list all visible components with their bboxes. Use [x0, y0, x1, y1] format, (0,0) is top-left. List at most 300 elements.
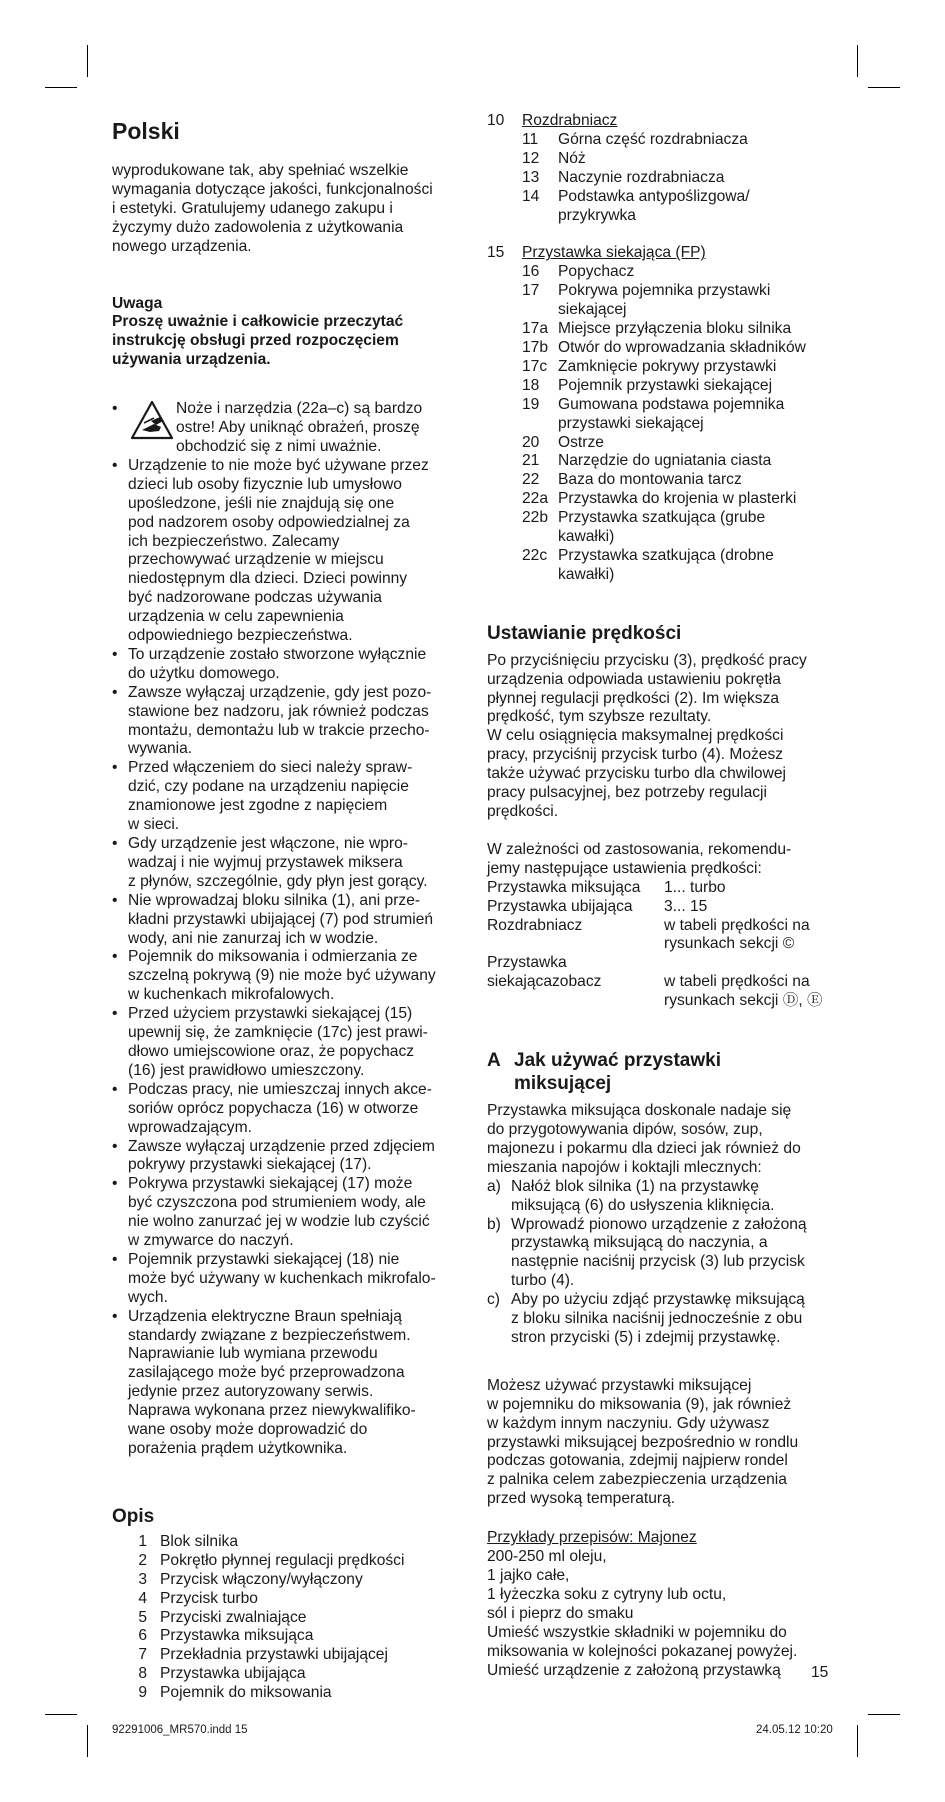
item-label: Przyciski zwalniające	[160, 1608, 307, 1626]
item-number: 19	[522, 395, 540, 413]
text-line: dzieci lub osoby fizycznie lub umysłowo	[128, 475, 402, 493]
section-a-steps	[487, 1178, 855, 1348]
text-line: wane osoby może doprowadzić do	[128, 1421, 368, 1439]
crop-mark-top-left-h	[45, 87, 77, 88]
item-number: 1	[138, 1532, 147, 1550]
text-line: Nałóż blok silnika (1) na przystawkę	[511, 1177, 759, 1195]
warning-heading: Uwaga	[112, 294, 163, 312]
bullet-item	[112, 1138, 457, 1176]
section-a-paragraph-2	[487, 1377, 855, 1509]
sublist-item	[487, 320, 855, 339]
item-number: 17b	[522, 338, 549, 356]
item-label: Przystawka ubijająca	[160, 1665, 306, 1683]
text-line: przed wysoką temperaturą.	[487, 1490, 676, 1508]
text-line: Naprawa wykonana przez niewykwalifiko-	[128, 1402, 416, 1420]
text-line: kładni przystawki ubijającej (7) pod strumień	[128, 910, 434, 928]
text-line: upośledzone, jeśli nie znajdują się one	[128, 494, 395, 512]
text-line: siekającej	[558, 301, 627, 319]
opis-item	[112, 1609, 457, 1628]
text-line: niedostępnym dla dzieci. Dzieci powinny	[128, 570, 408, 588]
text-line: 1 jajko całe,	[487, 1567, 570, 1584]
section-a-heading	[487, 1049, 855, 1095]
bullet-symbol: •	[112, 759, 118, 777]
text-line: z płynów, szczególnie, gdy płyn jest gorący.	[128, 872, 428, 890]
sublist-item	[487, 169, 855, 188]
step-text	[511, 1216, 855, 1292]
text-line: jemy następujące ustawienia prędkości:	[487, 859, 762, 877]
text-line: Pokrywa przystawki siekającej (17) może	[128, 1175, 413, 1193]
text-line: pracy, przyciśnij przycisk turbo (4). Możesz	[487, 746, 784, 764]
bullet-text	[128, 948, 457, 1005]
item-title: Rozdrabniacz	[522, 112, 618, 129]
step-letter: a)	[487, 1177, 501, 1195]
text-line: w sieci.	[128, 816, 180, 834]
item-label	[558, 339, 855, 358]
text-line: 200-250 ml oleju,	[487, 1548, 607, 1566]
text-line: Przystawka miksująca	[487, 878, 641, 896]
text-line: Miejsce przyłączenia bloku silnika	[558, 320, 792, 338]
text-line: pod nadzorem osoby odpowiedzialnej za	[128, 513, 410, 531]
text-line: Przed użyciem przystawki siekającej (15)	[128, 1005, 413, 1023]
text-line: Zawsze wyłączaj urządzenie przed zdjęciem	[128, 1137, 435, 1155]
footer-date: 24.05.12 10:20	[756, 1724, 833, 1736]
bullet-symbol: •	[112, 1307, 118, 1325]
text-line: Umieść urządzenie z założoną przystawką	[487, 1661, 781, 1679]
text-line: 1... turbo	[664, 878, 726, 896]
crop-mark-top-right-v	[857, 45, 858, 77]
text-line: Podstawka antypoślizgowa/	[558, 187, 750, 205]
text-line: Naprawianie lub wymiana przewodu	[128, 1345, 378, 1363]
opis-item	[112, 1627, 457, 1646]
item-number: 4	[138, 1589, 147, 1607]
item-label	[558, 434, 855, 453]
text-line: turbo (4).	[511, 1272, 575, 1290]
item-number: 12	[522, 149, 540, 167]
warning-text	[112, 313, 457, 370]
step-letter: c)	[487, 1291, 500, 1309]
bullet-item	[112, 1251, 457, 1308]
item-number: 14	[522, 187, 540, 205]
item-number: 22c	[522, 546, 548, 564]
crop-mark-bottom-left-h	[45, 1714, 77, 1715]
text-line: wywania.	[128, 740, 193, 758]
item-label	[558, 452, 855, 471]
page-number: 15	[811, 1664, 829, 1681]
section-title	[514, 1049, 721, 1095]
item-number: 8	[138, 1665, 147, 1683]
item-label	[558, 377, 855, 396]
bullet-text	[128, 892, 457, 949]
opis-item	[112, 1552, 457, 1571]
crop-mark-top-right-h	[868, 87, 900, 88]
text-line: Pojemnik do miksowania i odmierzania ze	[128, 948, 418, 966]
page-title: Polski	[112, 118, 180, 144]
crop-mark-top-left-v	[87, 45, 88, 77]
warning-bullet-text	[128, 400, 457, 457]
item-number: 3	[138, 1570, 147, 1588]
step-item	[487, 1216, 855, 1292]
text-line: Zamknięcie pokrywy przystawki	[558, 357, 777, 375]
bullet-item	[112, 835, 457, 892]
bullet-item	[112, 457, 457, 646]
text-line: jedynie przez autoryzowany serwis.	[128, 1383, 374, 1401]
item-label	[558, 471, 855, 490]
sublist-item	[487, 282, 855, 320]
bullet-text	[128, 1175, 457, 1251]
text-line: standardy związane z bezpieczeństwem.	[128, 1326, 411, 1344]
text-line: Urządzenia elektryczne Braun spełniają	[128, 1307, 402, 1325]
text-line: wych.	[128, 1288, 168, 1306]
sublist-item	[487, 377, 855, 396]
text-line: może być używany w kuchenkach mikrofalo-	[128, 1269, 436, 1287]
text-line: Narzędzie do ugniatania ciasta	[558, 452, 772, 470]
item-number: 2	[138, 1551, 147, 1569]
sublist-item	[487, 434, 855, 453]
text-line: przykrywka	[558, 206, 636, 224]
text-line: w każdym innym naczyniu. Gdy używasz	[487, 1414, 770, 1432]
intro-line: życzymy dużo zadowolenia z użytkowania	[112, 218, 404, 236]
intro-line: wyprodukowane tak, aby spełniać wszelkie	[112, 162, 409, 179]
text-line: w pojemniku do miksowania (9), jak również	[487, 1395, 792, 1413]
text-line: wadzaj i nie wyjmuj przystawek miksera	[128, 853, 403, 871]
text-line: 3... 15	[664, 897, 708, 915]
text-line: wody, ani nie zanurzaj ich w wodzie.	[128, 929, 379, 947]
text-line: Możesz używać przystawki miksującej	[487, 1376, 752, 1394]
text-line: W zależności od zastosowania, rekomendu-	[487, 840, 792, 858]
text-line: płynnej regulacji prędkości (2). Im większa	[487, 689, 780, 707]
safety-bullet-list	[112, 457, 457, 1459]
item-number: 16	[522, 263, 540, 281]
text-line: ich bezpieczeństwo. Zalecamy	[128, 532, 340, 550]
text-line: przystawki siekającej	[558, 414, 704, 432]
text-line: Zawsze wyłączaj urządzenie, gdy jest pozo-	[128, 683, 432, 701]
right-column	[487, 112, 855, 1680]
item-label	[558, 396, 855, 434]
text-line: Otwór do wprowadzania składników	[558, 338, 806, 356]
bullet-symbol: •	[112, 1137, 118, 1155]
list-item-15	[487, 244, 855, 263]
item-number: 21	[522, 452, 540, 470]
section-a-paragraph-1	[487, 1102, 855, 1178]
bullet-symbol: •	[112, 1175, 118, 1193]
bullet-symbol: •	[112, 891, 118, 909]
text-line: Górna część rozdrabniacza	[558, 130, 748, 148]
item-label: Przycisk turbo	[160, 1589, 258, 1607]
step-letter: b)	[487, 1215, 501, 1233]
opis-item	[112, 1646, 457, 1665]
text-line: rysunkach sekcji Ⓓ, Ⓔ	[664, 992, 823, 1010]
item-label: Blok silnika	[160, 1532, 238, 1550]
text-line: siekającazobacz	[487, 973, 602, 991]
text-line: przechowywać urządzenie w miejscu	[128, 551, 384, 569]
item-number: 22a	[522, 490, 549, 508]
text-line: Pojemnik przystawki siekającej (18) nie	[128, 1250, 400, 1268]
opis-item	[112, 1590, 457, 1609]
text-line: odpowiedniego bezpieczeństwa.	[128, 627, 353, 645]
text-line: rysunkach sekcji ©	[664, 935, 795, 953]
item-label: Pojemnik do miksowania	[160, 1684, 332, 1702]
left-column	[112, 112, 457, 1703]
section-title-line: Jak używać przystawki	[514, 1050, 721, 1072]
text-line: Przystawka	[487, 954, 567, 972]
bullet-text	[128, 1005, 457, 1081]
text-line: majonezu i pokarmu dla dzieci jak również do	[487, 1139, 801, 1157]
recipe-title: Przykłady przepisów: Majonez	[487, 1529, 697, 1547]
text-line: prędkość, tym szybsze rezultaty.	[487, 708, 712, 726]
text-line: w kuchenkach mikrofalowych.	[128, 986, 335, 1004]
text-line: także używać przycisku turbo dla chwilowej	[487, 765, 786, 783]
text-line: Urządzenie to nie może być używane przez	[128, 456, 429, 474]
bullet-symbol: •	[112, 1250, 118, 1268]
text-line: do użytku domowego.	[128, 664, 280, 682]
item-label	[558, 169, 855, 188]
footer-file: 92291006_MR570.indd 15	[112, 1724, 248, 1736]
text-line: nie wolno zanurzać jej w wodzie lub czyścić	[128, 1213, 430, 1231]
bullet-symbol: •	[112, 400, 118, 418]
bullet-symbol: •	[112, 456, 118, 474]
item-number: 22b	[522, 509, 549, 527]
text-line: Przystawka miksująca doskonale nadaje się	[487, 1102, 792, 1120]
crop-mark-bottom-left-v	[87, 1725, 88, 1757]
text-line: prędkości.	[487, 803, 559, 820]
text-line: stron przyciski (5) i zdejmij przystawkę.	[511, 1328, 781, 1346]
speed-table-setting	[664, 879, 855, 898]
bullet-line: Noże i narzędzia (22a–c) są bardzo	[176, 400, 423, 418]
item-label	[558, 490, 855, 509]
text-line: Ostrze	[558, 433, 604, 451]
text-line: (16) jest prawidłowo umieszczony.	[128, 1061, 365, 1079]
opis-item	[112, 1665, 457, 1684]
cut-hazard-warning-icon	[130, 400, 174, 440]
bullet-item	[112, 1308, 457, 1459]
text-line: kawałki)	[558, 528, 615, 546]
text-line: szczelną pokrywą (9) nie może być używany	[128, 967, 436, 985]
text-line: Przystawka szatkująca (grube	[558, 509, 766, 527]
opis-heading: Opis	[112, 1505, 155, 1527]
text-line: Wprowadź pionowo urządzenie z założoną	[511, 1215, 807, 1233]
speed-table-setting	[664, 898, 855, 917]
sublist-item	[487, 396, 855, 434]
intro-line: i estetyki. Gratulujemy udanego zakupu i	[112, 199, 393, 217]
warning-line: używania urządzenia.	[112, 351, 271, 369]
text-line: zasilającego może być przeprowadzona	[128, 1364, 405, 1382]
text-line: Przystawka do krojenia w plasterki	[558, 490, 797, 508]
speed-table-setting	[664, 954, 855, 1011]
text-line: Nóż	[558, 149, 586, 167]
speed-table-attachment	[487, 879, 664, 898]
text-line: pracy pulsacyjnej, bez potrzeby regulacji	[487, 784, 767, 802]
item-number: 17c	[522, 357, 548, 375]
bullet-symbol: •	[112, 948, 118, 966]
step-text	[511, 1178, 855, 1216]
text-line: stawione bez nadzoru, jak również podczas	[128, 702, 429, 720]
item-number: 17a	[522, 320, 549, 338]
text-line: Umieść wszystkie składniki w pojemniku do	[487, 1623, 787, 1641]
text-line: znamionowe jest zgodne z napięciem	[128, 797, 388, 815]
item-number: 11	[522, 130, 539, 148]
speed-table-attachment	[487, 898, 664, 917]
speed-paragraph-2	[487, 841, 855, 879]
step-item	[487, 1178, 855, 1216]
item-label: Pokrętło płynnej regulacji prędkości	[160, 1551, 405, 1569]
item-label	[558, 547, 855, 585]
sublist-item	[487, 509, 855, 547]
bullet-text	[128, 646, 457, 684]
text-line: przystawki miksującej bezpośrednio w rondlu	[487, 1433, 799, 1451]
sublist-item	[487, 471, 855, 490]
bullet-symbol: •	[112, 683, 118, 701]
intro-line: nowego urządzenia.	[112, 237, 252, 255]
text-line: Naczynie rozdrabniacza	[558, 168, 725, 186]
bullet-symbol: •	[112, 835, 118, 852]
text-line: sól i pieprz do smaku	[487, 1604, 634, 1622]
text-line: do przygotowywania dipów, sosów, zup,	[487, 1120, 763, 1138]
bullet-text	[128, 835, 457, 892]
opis-item	[112, 1571, 457, 1590]
bullet-item	[112, 892, 457, 949]
bullet-text	[128, 1138, 457, 1176]
text-line: Aby po użyciu zdjąć przystawkę miksującą	[511, 1291, 805, 1309]
text-line: następnie naciśnij przycisk (3) lub przycisk	[511, 1253, 805, 1271]
text-line: Popychacz	[558, 263, 635, 281]
sublist-item	[487, 452, 855, 471]
item-label: Przycisk włączony/wyłączony	[160, 1570, 363, 1588]
item-number: 22	[522, 471, 540, 489]
text-line: kawałki)	[558, 565, 615, 583]
text-line: urządzenia w celu zapewnienia	[128, 608, 344, 626]
bullet-symbol: •	[112, 1005, 118, 1023]
bullet-text	[128, 1308, 457, 1459]
text-line: przystawką miksującą do naczynia, a	[511, 1234, 768, 1252]
text-line: W celu osiągnięcia maksymalnej prędkości	[487, 727, 784, 745]
opis-item	[112, 1684, 457, 1703]
text-line: Rozdrabniacz	[487, 916, 583, 934]
text-line: Przystawka ubijająca	[487, 897, 633, 915]
sublist-item	[487, 150, 855, 169]
text-line: pokrywy przystawki siekającej (17).	[128, 1156, 372, 1174]
bullet-item	[112, 948, 457, 1005]
item-title: Przystawka siekająca (FP)	[522, 244, 706, 262]
list-item-10	[487, 112, 855, 131]
text-line: w tabeli prędkości na	[664, 916, 810, 934]
speed-table-attachment	[487, 917, 664, 955]
text-line: Pojemnik przystawki siekającej	[558, 376, 773, 394]
speed-table-setting	[664, 917, 855, 955]
text-line: wprowadzającym.	[128, 1118, 252, 1136]
item-label	[558, 263, 855, 282]
item-number: 13	[522, 168, 540, 186]
opis-list	[112, 1533, 457, 1703]
sublist-item	[487, 131, 855, 150]
text-line: z palnika celem zabezpieczenia urządzenia	[487, 1471, 787, 1489]
bullet-item	[112, 1081, 457, 1138]
sublist-item	[487, 188, 855, 226]
bullet-line: obchodzić się z nimi uważnie.	[176, 437, 382, 455]
item-number: 6	[138, 1627, 147, 1645]
text-line	[664, 954, 855, 973]
item-number: 15	[487, 244, 505, 262]
item-label: Przystawka miksująca	[160, 1627, 314, 1645]
text-line: upewnij się, że zamknięcie (17c) jest prawi-	[128, 1024, 428, 1042]
sublist-item	[487, 263, 855, 282]
speed-table	[487, 879, 855, 1011]
bullet-symbol: •	[112, 1080, 118, 1098]
item-number: 17	[522, 282, 540, 300]
crop-mark-bottom-right-v	[857, 1725, 858, 1757]
text-line: soriów oprócz popychacza (16) w otworze	[128, 1099, 419, 1117]
item-number: 10	[487, 112, 505, 129]
text-line: Nie wprowadzaj bloku silnika (1), ani prze-	[128, 891, 421, 909]
warning-line: instrukcję obsługi przed rozpoczęciem	[112, 332, 399, 350]
item-label	[558, 509, 855, 547]
item-number: 20	[522, 433, 540, 451]
text-line: porażenia prądem użytkownika.	[128, 1440, 348, 1457]
step-text	[511, 1291, 855, 1348]
item-label: Przekładnia przystawki ubijającej	[160, 1646, 388, 1664]
text-line: być nadzorowane podczas używania	[128, 589, 382, 607]
text-line: montażu, demontażu lub w trakcie przecho-	[128, 721, 430, 739]
sublist-item	[487, 339, 855, 358]
item-label	[558, 320, 855, 339]
step-item	[487, 1291, 855, 1348]
text-line: z bloku silnika naciśnij jednocześnie z obu	[511, 1310, 803, 1328]
text-line: mieszania napojów i koktajli mlecznych:	[487, 1158, 762, 1176]
item-label	[558, 358, 855, 377]
item-number: 9	[138, 1684, 147, 1702]
item-label	[558, 282, 855, 320]
item-label	[558, 188, 855, 226]
sublist-10	[487, 131, 855, 226]
intro-paragraph	[112, 162, 457, 257]
text-line: Gdy urządzenie jest włączone, nie wpro-	[128, 835, 408, 852]
bullet-symbol: •	[112, 645, 118, 663]
text-line: być czyszczona pod strumieniem wody, ale	[128, 1194, 426, 1212]
bullet-text	[128, 1251, 457, 1308]
crop-mark-bottom-right-h	[868, 1714, 900, 1715]
bullet-text	[128, 1081, 457, 1138]
bullet-sharp-knives	[112, 400, 457, 457]
text-line: Pokrywa pojemnika przystawki	[558, 282, 771, 300]
text-line: miksującą (6) do usłyszenia kliknięcia.	[511, 1196, 775, 1214]
bullet-item	[112, 1175, 457, 1251]
text-line: Po przyciśnięciu przycisku (3), prędkość pracy	[487, 651, 807, 669]
text-line: podczas gotowania, zdejmij najpierw rondel	[487, 1452, 788, 1470]
text-line: urządzenia odpowiada ustawieniu pokrętła	[487, 670, 781, 688]
text-line: miksowania w kolejności pokazanej powyżej.	[487, 1642, 798, 1660]
item-number: 5	[138, 1608, 147, 1626]
text-line: Podczas pracy, nie umieszczaj innych akce-	[128, 1080, 432, 1098]
item-number: 18	[522, 376, 540, 394]
bullet-text	[128, 759, 457, 835]
sublist-item	[487, 490, 855, 509]
bullet-text	[128, 457, 457, 646]
text-line: dzić, czy podane na urządzeniu napięcie	[128, 778, 409, 796]
text-line: Baza do montowania tarcz	[558, 471, 742, 489]
sublist-item	[487, 358, 855, 377]
item-number: 7	[138, 1646, 147, 1664]
opis-item	[112, 1533, 457, 1552]
bullet-line: ostre! Aby uniknąć obrażeń, proszę	[176, 419, 420, 437]
text-line: w tabeli prędkości na	[664, 973, 810, 991]
speed-heading: Ustawianie prędkości	[487, 622, 682, 644]
sublist-15	[487, 263, 855, 584]
speed-paragraph-1	[487, 652, 855, 822]
text-line: Przystawka szatkująca (drobne	[558, 546, 774, 564]
text-line: Gumowana podstawa pojemnika	[558, 395, 785, 413]
bullet-item	[112, 684, 457, 760]
bullet-item	[112, 646, 457, 684]
sublist-item	[487, 547, 855, 585]
